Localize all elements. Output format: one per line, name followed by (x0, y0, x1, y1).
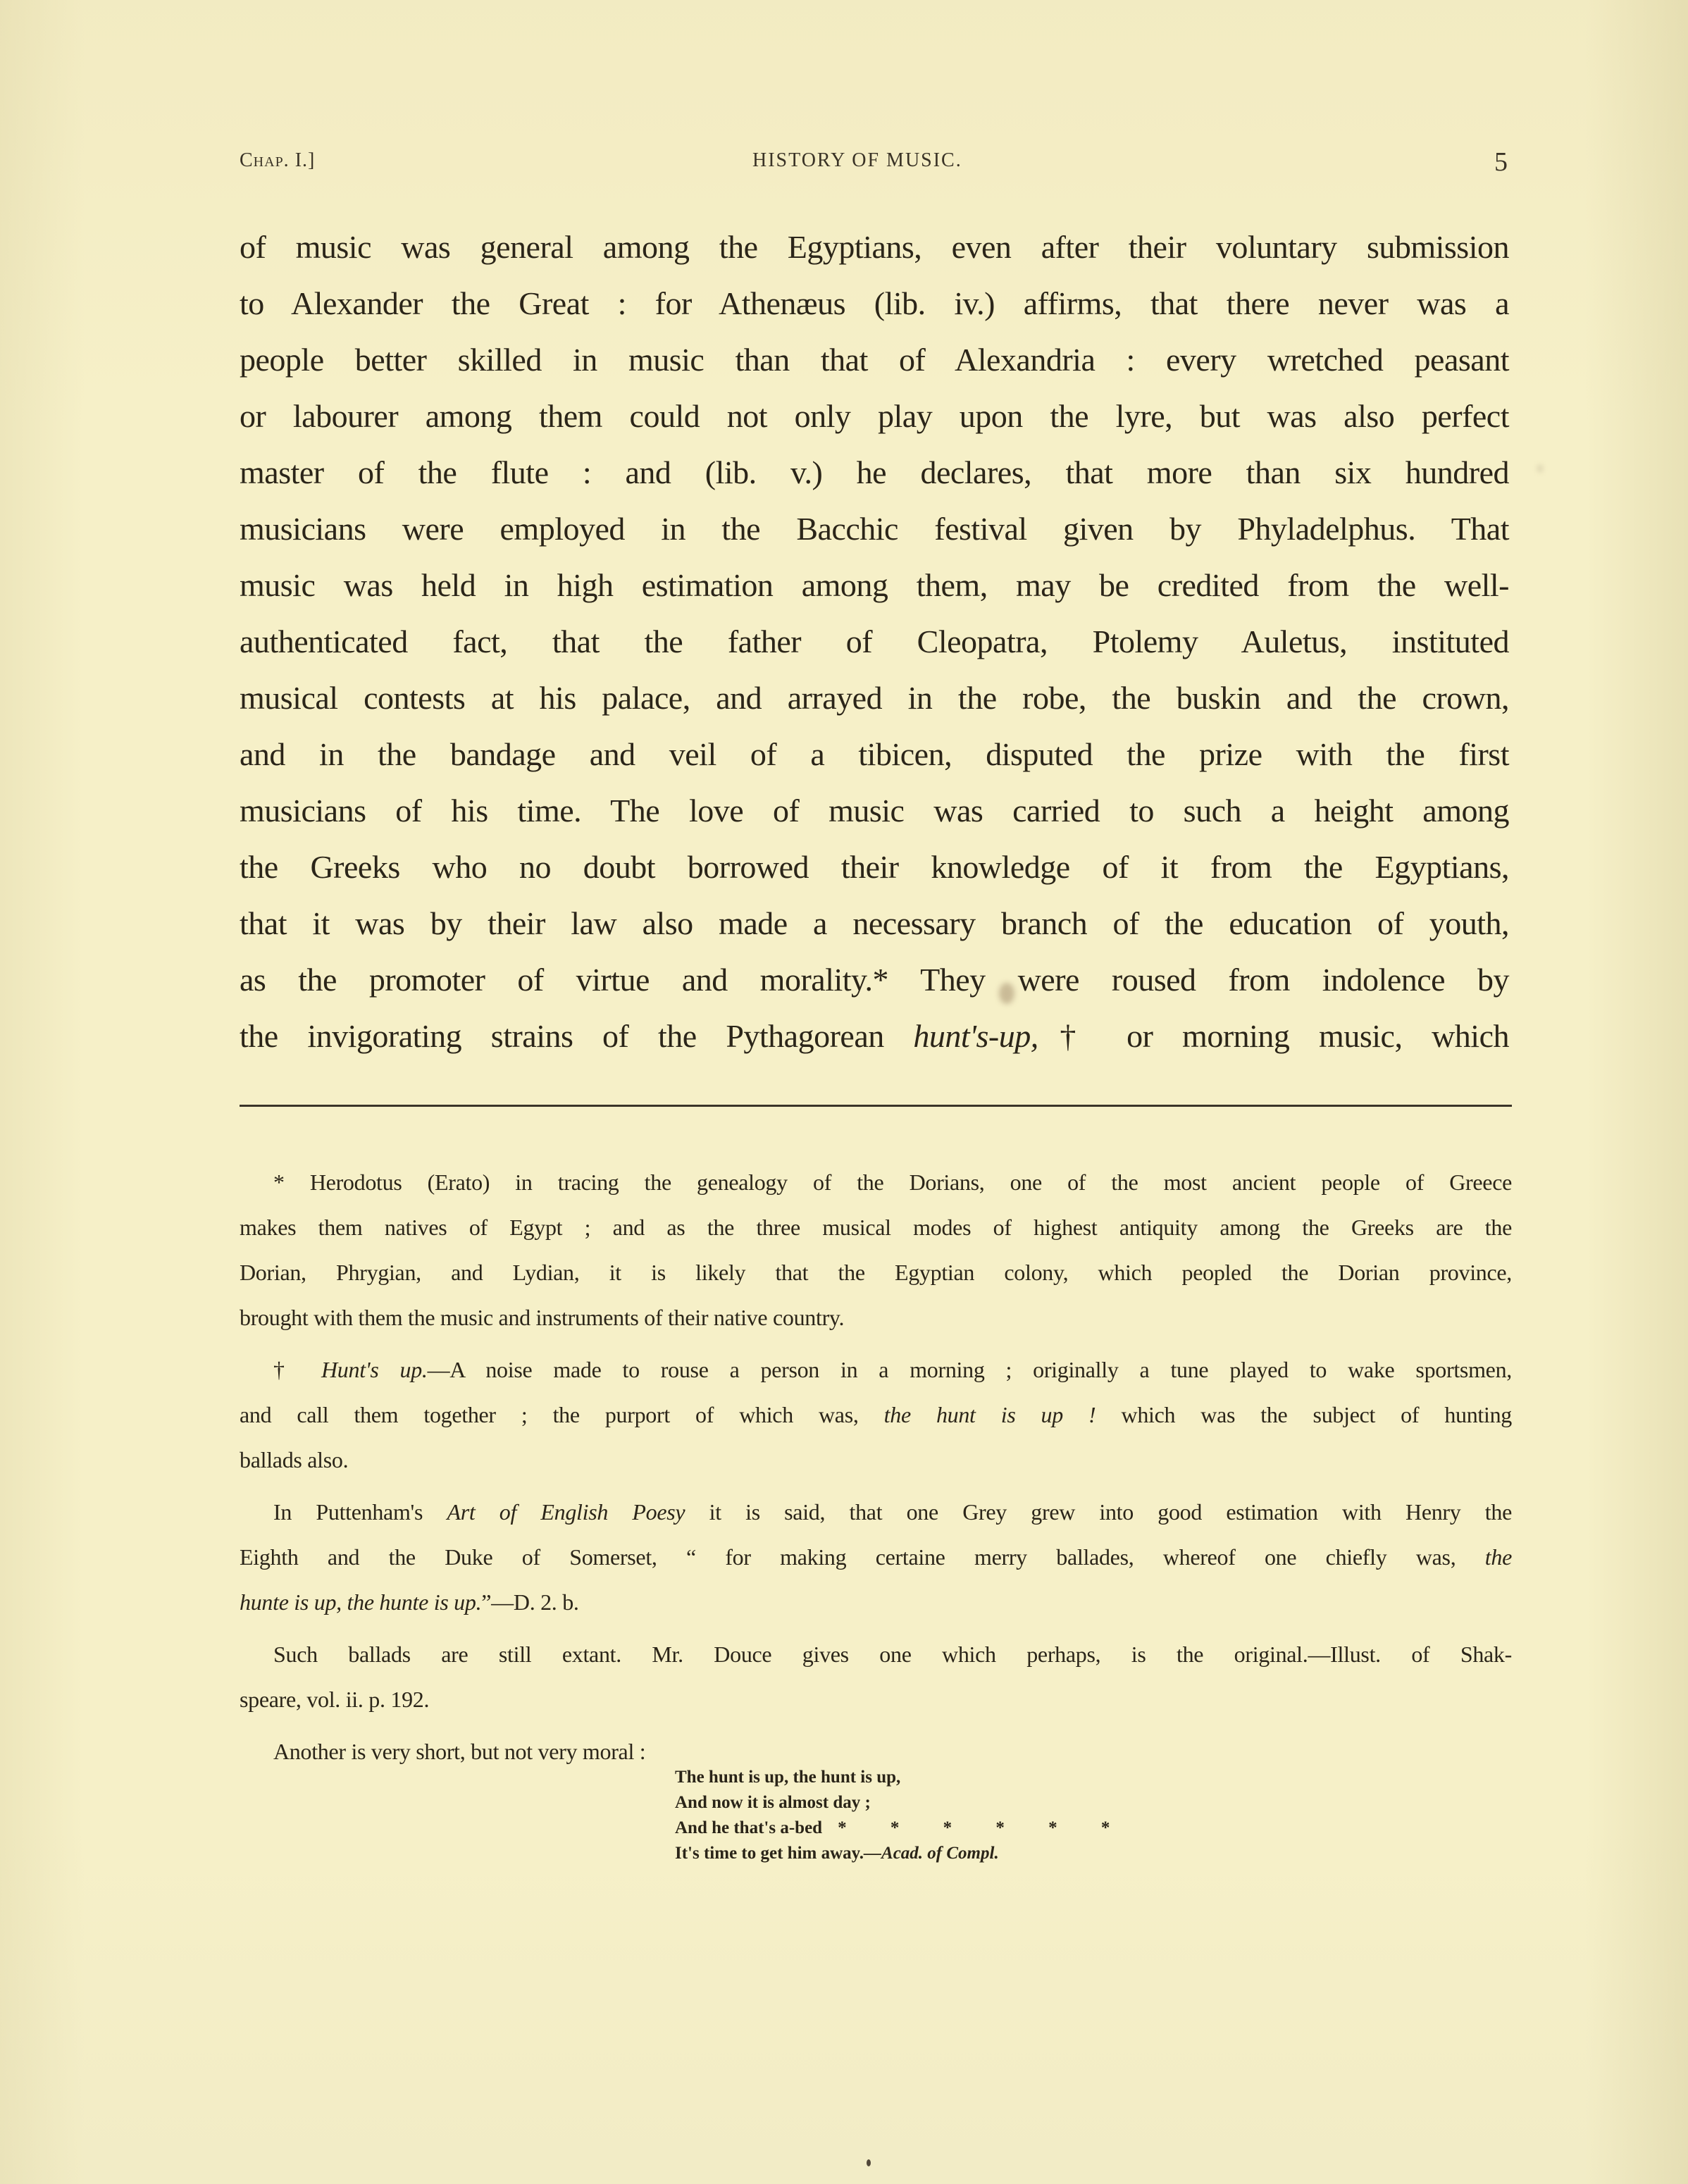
footnote-herodotus-line: Dorian, Phrygian, and Lydian, it is likely that the Egyptian colony, which peopled the Dorian province, (240, 1260, 1512, 1285)
verse-line: The hunt is up, the hunt is up, (675, 1768, 901, 1787)
footnote-herodotus-line: * Herodotus (Erato) in tracing the genealogy of the Dorians, one of the most ancient people of Greece (273, 1169, 1512, 1195)
body-line-last (240, 1011, 1509, 1067)
body-line: that it was by their law also made a necessary branch of the education of youth, (240, 905, 1509, 941)
page-number: 5 (1494, 147, 1508, 177)
footnote-text-segment: Eighth and the Duke of Somerset, “ for making certaine merry ballades, whereof one chiefly was, (240, 1544, 1485, 1570)
footnote-hunts-up-line (240, 1392, 1512, 1437)
footnote-italic: the (1484, 1544, 1512, 1570)
verse-attribution: —Acad. of Compl. (864, 1844, 999, 1863)
footnote-text-segment: which was the subject of hunting (1096, 1402, 1513, 1427)
body-line: or labourer among them could not only play upon the lyre, but was also perfect (240, 398, 1509, 434)
body-line: music was held in high estimation among them, may be credited from the well- (240, 567, 1509, 603)
body-line: musicians of his time. The love of music was carried to such a height among (240, 793, 1509, 829)
footnote-text-segment: ”—D. 2. b. (481, 1589, 579, 1615)
footnote-puttenham-line (240, 1580, 1512, 1625)
footnotes (240, 1160, 1512, 1774)
verse-text: And he that's a-bed (675, 1818, 823, 1837)
body-line: musical contests at his palace, and arrayed in the robe, the buskin and the crown, (240, 680, 1509, 716)
footnote-italic: hunte is up, the hunte is up. (240, 1589, 482, 1615)
footnote-book-title: Art of English Poesy (447, 1499, 685, 1525)
body-line: of music was general among the Egyptians, even after their voluntary submission (240, 229, 1509, 265)
running-header (240, 149, 1508, 178)
body-line: as the promoter of virtue and morality.* They were roused from indolence by (240, 962, 1509, 998)
chapter-label (240, 149, 315, 172)
paper-stain (999, 983, 1014, 1004)
body-line: to Alexander the Great : for Athenæus (lib. iv.) affirms, that there never was a (240, 285, 1509, 321)
footnote-text-segment: and call them together ; the purport of which was, (240, 1402, 884, 1427)
paper-speck (867, 2159, 871, 2166)
footnote-term: Hunt's up. (321, 1357, 428, 1382)
body-text-segment: the invigorating strains of the Pythagorean (240, 1018, 914, 1054)
footnote-another-line: Another is very short, but not very moral : (273, 1739, 646, 1764)
verse-line (675, 1816, 1129, 1841)
footnote-herodotus-line: makes them natives of Egypt ; and as the three musical modes of highest antiquity among the Greeks are the (240, 1215, 1512, 1240)
verse-line: And now it is almost day ; (675, 1793, 871, 1812)
footnote-douce-line: Such ballads are still extant. Mr. Douce gives one which perhaps, is the original.—Illust. of Shak- (273, 1642, 1512, 1667)
footnote-divider (240, 1105, 1512, 1107)
body-line: authenticated fact, that the father of Cleopatra, Ptolemy Auletus, instituted (240, 623, 1509, 659)
spacer (240, 1340, 1512, 1347)
spacer (240, 1625, 1512, 1632)
spacer (240, 1722, 1512, 1729)
body-line: the Greeks who no doubt borrowed their knowledge of it from the Egyptians, (240, 849, 1509, 885)
footnote-text-segment: —A noise made to rouse a person in a morning ; originally a tune played to wake sportsmen, (427, 1357, 1512, 1382)
chapter-number: I.] (294, 149, 316, 171)
verse-text: It's time to get him away. (675, 1844, 864, 1863)
footnote-herodotus-line: brought with them the music and instruments of their native country. (240, 1305, 845, 1330)
italic-term-hunts-up: hunt's-up, (913, 1018, 1038, 1054)
body-line: musicians were employed in the Bacchic festival given by Phyladelphus. That (240, 511, 1509, 547)
footnote-puttenham-line (240, 1534, 1512, 1580)
body-line: and in the bandage and veil of a tibicen, disputed the prize with the first (240, 736, 1509, 772)
footnote-hunts-up-line (240, 1347, 1512, 1392)
footnote-text-segment: it is said, that one Grey grew into good estimation with Henry the (685, 1499, 1512, 1525)
footnote-hunts-up-line: ballads also. (240, 1447, 349, 1472)
verse-line (675, 1841, 1129, 1866)
verse-quotation (675, 1765, 1129, 1866)
spacer (240, 1482, 1512, 1489)
running-title: HISTORY OF MUSIC. (752, 149, 962, 171)
chapter-prefix: Chap. (240, 149, 290, 171)
ellipsis-stars: * * * * * * (838, 1818, 1130, 1837)
dagger-marker: † (273, 1357, 321, 1382)
footnote-douce-line: speare, vol. ii. p. 192. (240, 1687, 430, 1712)
footnote-text-segment: In Puttenham's (273, 1499, 447, 1525)
footnote-puttenham-line (240, 1489, 1512, 1534)
body-text (240, 222, 1509, 1067)
body-text-segment: † or morning music, which (1038, 1018, 1509, 1054)
footnote-italic: the hunt is up ! (883, 1402, 1096, 1427)
body-line: people better skilled in music than that of Alexandria : every wretched peasant (240, 342, 1509, 378)
paper-stain (1538, 465, 1542, 472)
body-line: master of the flute : and (lib. v.) he declares, that more than six hundred (240, 454, 1509, 490)
